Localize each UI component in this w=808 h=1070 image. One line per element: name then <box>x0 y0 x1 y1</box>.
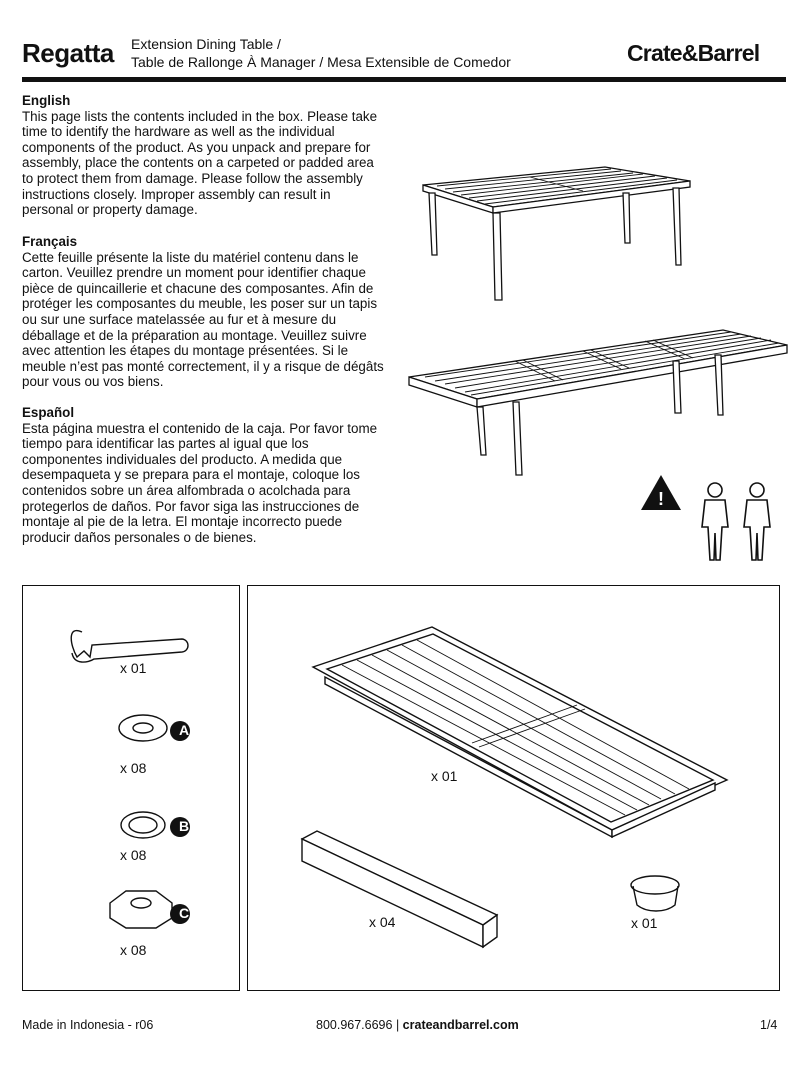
leg-qty: x 04 <box>369 914 396 930</box>
subtitle-line-1: Extension Dining Table / <box>131 36 281 52</box>
table-illustration <box>405 155 800 509</box>
section-heading: Français <box>22 234 78 249</box>
hardware-drawings <box>22 585 240 991</box>
foot-cap-qty: x 01 <box>631 915 658 931</box>
lock-washer-icon <box>121 812 165 838</box>
letter-b: B <box>178 818 190 834</box>
parts-drawings <box>247 585 780 991</box>
section-heading: English <box>22 93 71 108</box>
header-rule <box>22 77 786 82</box>
subtitle-line-2: Table de Rallonge À Manager / Mesa Extensible de Comedor <box>131 54 511 70</box>
section-espanol <box>22 405 384 545</box>
letter-a: A <box>178 722 190 738</box>
hex-nut-qty: x 08 <box>120 942 147 958</box>
section-body: Cette feuille présente la liste du matériel contenu dans le carton. Veuillez prendre un moment pour identifier chaque pièce de quincaillerie et chacune des composantes. Afin de protéger les composantes du meuble, les poser sur un tapis ou sur une surface matelassée au fur et à mesure du déballage et de la préparation au montage. Veuillez suivre avec attention les étapes du montage présentées. Si le meuble n’est pas monté correctement, il y a risque de dégâts pour vous ou vos biens. <box>22 249 384 390</box>
hex-nut-icon <box>110 891 172 928</box>
product-title: Regatta <box>22 38 114 68</box>
two-person-assembly-icon <box>702 483 770 560</box>
leg-drawing <box>302 831 497 947</box>
closed-table-drawing <box>423 167 690 300</box>
wrench-icon <box>71 631 188 663</box>
section-english <box>22 93 384 218</box>
flat-washer-qty: x 08 <box>120 760 147 776</box>
foot-cap-drawing <box>631 876 679 911</box>
footer-origin: Made in Indonesia - r06 <box>22 1018 154 1032</box>
footer-phone: 800.967.6696 | <box>316 1018 400 1032</box>
warning-symbol: ! <box>658 489 664 509</box>
section-body: Esta página muestra el contenido de la caja. Por favor tome tiempo para identificar las partes al igual que los componentes individuales del producto. A medida que desempaqueta y se prepara para el montaje, coloque los contenidos sobre un área alfombrada o acolchada para protegerlos de daños. Por favor siga las instrucciones de montaje al pie de la letra. El montaje incorrecto puede producir daños personales o de bienes. <box>22 420 378 545</box>
footer-website[interactable]: crateandbarrel.com <box>402 1018 519 1032</box>
table-top-drawing <box>313 627 727 837</box>
brand-logo: Crate&Barrel <box>627 40 760 66</box>
table-top-qty: x 01 <box>431 768 458 784</box>
product-subtitle <box>131 35 511 71</box>
wrench-qty: x 01 <box>120 660 147 676</box>
section-body: This page lists the contents included in the box. Please take time to identify the hardware as well as the individual components of the product. As you unpack and prepare for assembly, place the contents on a carpeted or padded area to protect them from damage. Please follow the assembly instructions closely. Improper assembly can result in personal or property damage. <box>22 108 378 218</box>
section-francais <box>22 234 384 390</box>
footer-page-number: 1/4 <box>760 1018 778 1032</box>
letter-c: C <box>178 905 190 921</box>
footer-contact <box>316 1018 519 1032</box>
extended-table-drawing <box>409 330 787 475</box>
lock-washer-qty: x 08 <box>120 847 147 863</box>
section-heading: Español <box>22 405 75 420</box>
flat-washer-icon <box>119 715 167 741</box>
